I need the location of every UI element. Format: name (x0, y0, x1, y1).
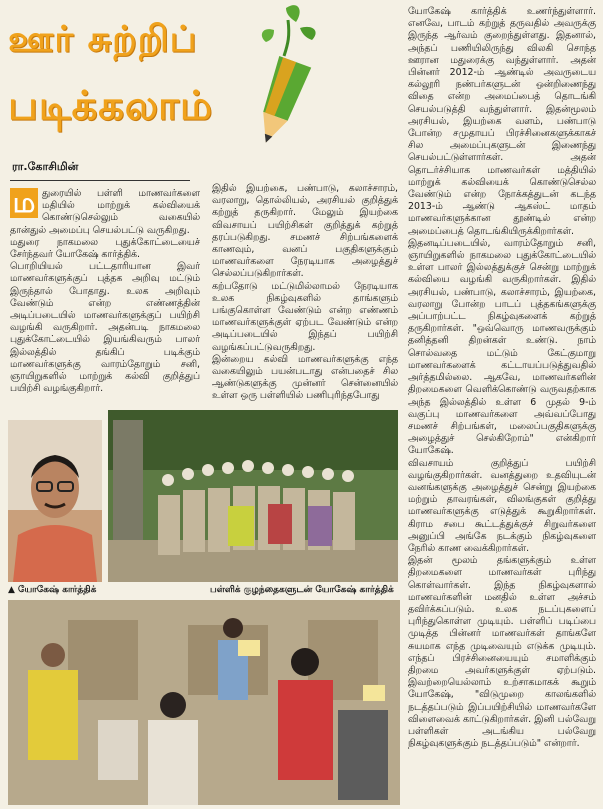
paragraph: இதன் மூலம் தங்களுக்கும் உள்ள திறமைகளை மாணவர்கள் புரிந்து கொள்வார்கள். இந்த நிகழ்வுகளால் மாணவர்களின் மனதில் உள்ள அச்சம் தவிர்க்கப்படும். உலக நடப்புகளைப் புரிந்துகொள்ள முடியும். பள்ளிப் படிப்பை முடித்த பின்னர் மாணவர்கள் தாங்களே சுயமாக எந்த முடிவையும் எடுக்க முடியும். எந்தப் பிரச்சினையையும் சமாளிக்கும் திறமை அவர்களுக்குள் ஏற்படும். இவற்றையெல்லாம் உற்சாகமாகக் கூறும் யோகேஷ், "விடுமுறை காலங்களில் நடத்தப்படும் இப்பயிற்சியில் மாணவர்களே விளைவைக் காட்டுகிறார்கள். இனி பல்வேறு பள்ளிகள் அடங்கிய பல்வேறு நிகழ்வுகளுக்கும் நடத்தப்படும்" என்றார். (408, 555, 596, 750)
paragraph: விவசாயம் குறித்துப் பயிற்சி வழங்குகிறார்கள். வனத்துறை உதவியுடன் வனங்களுக்கு அழைத்துச் சென்று இயற்கை மற்றும் தாவரங்கள், விலங்குகள் குறித்து மாணவர்களுக்கு எடுத்துக் கூறுகிறார்கள். கிராம சபை கூட்டத்துக்குச் சிறுவர்களை அனுப்பி அங்கே நடக்கும் நிகழ்வுகளை நேரில் காண வைக்கிறார்கள். (408, 457, 596, 554)
headline-line-2: படிக்கலாம் (8, 83, 214, 129)
paragraph: மதுரை நாகமலை புதுக்கோட்டையைச் சேர்ந்தவர் யோகேஷ் கார்த்திக். (10, 236, 200, 261)
paragraph: இதனடிப்படையில், வாரம்தோறும் சனி, ஞாயிறுகளில் நாகமலை புதுக்கோட்டையில் உள்ள பாலர் இல்லத்துக்குச் சென்று மாற்றுக் கல்வியை வழங்கி வருகிறார்கள். இதில் அரசியல், பண்பாடு, கலாச்சாரம், இயற்கை, வரலாறு போன்ற பாடப் புத்தகங்களுக்கு அப்பாற்பட்ட நிகழ்வுகளைக் கற்றுத் தருகிறார்கள். "ஒவ்வொரு மாணவருக்கும் தனித்தனி திறன்கள் உண்டு. நாம் சொல்வதை மட்டும் கேட்குமாறு மாணவர்களைக் கட்டாயப்படுத்துவதில் அர்த்தமில்லை. ஆகவே, மாணவர்களின் திறமைகளை வெளிக்கொண்டு வருவதற்காக அந்த இல்லத்தில் உள்ள 6 முதல் 9-ம் வகுப்பு மாணவர்களை அவ்வப்போது சமணச் சிற்பங்கள், மலைப்பகுதிகளுக்கு அழைத்துச் செல்கிறோம்" என்கிறார் யோகேஷ். (408, 237, 596, 457)
paragraph: கற்பதோடு மட்டுமில்லாமல் நேரடியாக உலக நிகழ்வுகளில் தாங்களும் பங்குகொள்ள வேண்டும் என்ற எண்ணம் மாணவர்களுக்குள் ஏற்பட வேண்டும் என்ற அடிப்படையில் இந்தப் பயிற்சி வழங்கப்பட்டுவருகிறது. (212, 280, 398, 353)
portrait-caption: ▲ யோகேஷ் கார்த்திக் (8, 585, 97, 595)
pencil-leaf-icon (228, 0, 338, 150)
paragraph: பொறியியல் பட்டதாரியான இவர் மாணவர்களுக்குப் புத்தக அறிவு மட்டும் இருந்தால் போதாது. உலக அறிவும் வேண்டும் என்ற எண்ணத்தின் அடிப்படையில் மாணவர்களுக்குப் பயிற்சி வழங்கி வருகிறார். அதன்படி நாகமலை புதுக்கோட்டையில் இயங்கிவரும் பாலர் இல்லத்தில் தங்கிப் படிக்கும் மாணவர்களுக்கு வாரம்தோறும் சனி, ஞாயிறுகளில் மாற்றுக் கல்வி குறித்துப் பயிற்சி வழங்குகிறார். (10, 261, 200, 395)
byline-divider (10, 180, 190, 181)
paragraph: துரையில் பள்ளி மாணவர்களை மதியில் மாற்றுக் கல்வியைக் கொண்டுசெல்லும் வகையில் தான்துல் அமைப்பு செயல்பட்டு வருகிறது. (10, 188, 200, 236)
portrait-photo (8, 420, 102, 582)
headline-line-1: ஊர் சுற்றிப் (8, 19, 198, 60)
group-photo-caption: பள்ளிக் குழந்தைகளுடன் யோகேஷ் கார்த்திக் (210, 585, 394, 595)
students-reading-photo (8, 600, 400, 805)
paragraph: இதில் இயற்கை, பண்பாடு, கலாச்சாரம், வரலாறு, தொல்லியல், அரசியல் குறித்துக் கற்றுத் தருகிறார். மேலும் இயற்கை விவசாயப் பயிற்சிகள் குறித்துக் கற்றுத் தரப்படுகிறது. சமணச் சிற்பங்களைக் காணவும், வனப் பகுதிகளுக்கும் மாணவர்களை நேரடியாக அழைத்துச் செல்லப்படுகிறார்கள். (212, 183, 398, 280)
article-column-1 (10, 188, 200, 428)
paragraph: யோகேஷ் கார்த்திக் உணர்ந்துள்ளார். எனவே, பாடம் கற்றுத் தருவதில் அவருக்கு இருந்த ஆர்வம் குறைந்துள்ளது. இதனால், அந்தப் பணியிலிருந்து விலகி சொந்த ஊரான மதுரைக்கு வந்துள்ளார். அதன் பின்னர் 2012-ம் ஆண்டில் அவருடைய கல்லூரி நண்பர்களுடன் ஒன்றிணைந்து விதை என்ற அமைப்பைத் தொடங்கி செயல்படுத்தி வந்துள்ளார். இதன்மூலம் அரசியல், இயற்கை வளம், பண்பாடு போன்ற சமுதாயப் பிரச்சினைகளுக்காகச் சில அமைப்புகளுடன் இணைந்து செயல்பட்டுள்ளார்கள். அதன் தொடர்ச்சியாக மாணவர்கள் மத்தியில் மாற்றுக் கல்வியைக் கொண்டுசெல்ல வேண்டும் என்ற நோக்கத்துடன் கடந்த 2013-ம் ஆண்டு ஆகஸ்ட் மாதம் மாணவர்களுக்கான தூண்டில் என்ற அமைப்பைத் தொடங்கியிருக்கிறார்கள். (408, 6, 596, 237)
article-column-2 (212, 183, 398, 433)
dropcap: ம (10, 188, 38, 218)
article-column-3 (408, 6, 596, 806)
byline-author: ரா.கோசிமின் (12, 160, 79, 173)
group-photo (108, 410, 398, 582)
paragraph: இன்றைய கல்வி மாணவர்களுக்கு எந்த வகையிலும் பயன்படாது என்பதைச் சில ஆண்டுகளுக்கு முன்னர் சென்னையில் உள்ள ஒரு பள்ளியில் பணிபுரிந்தபோது (212, 353, 398, 402)
